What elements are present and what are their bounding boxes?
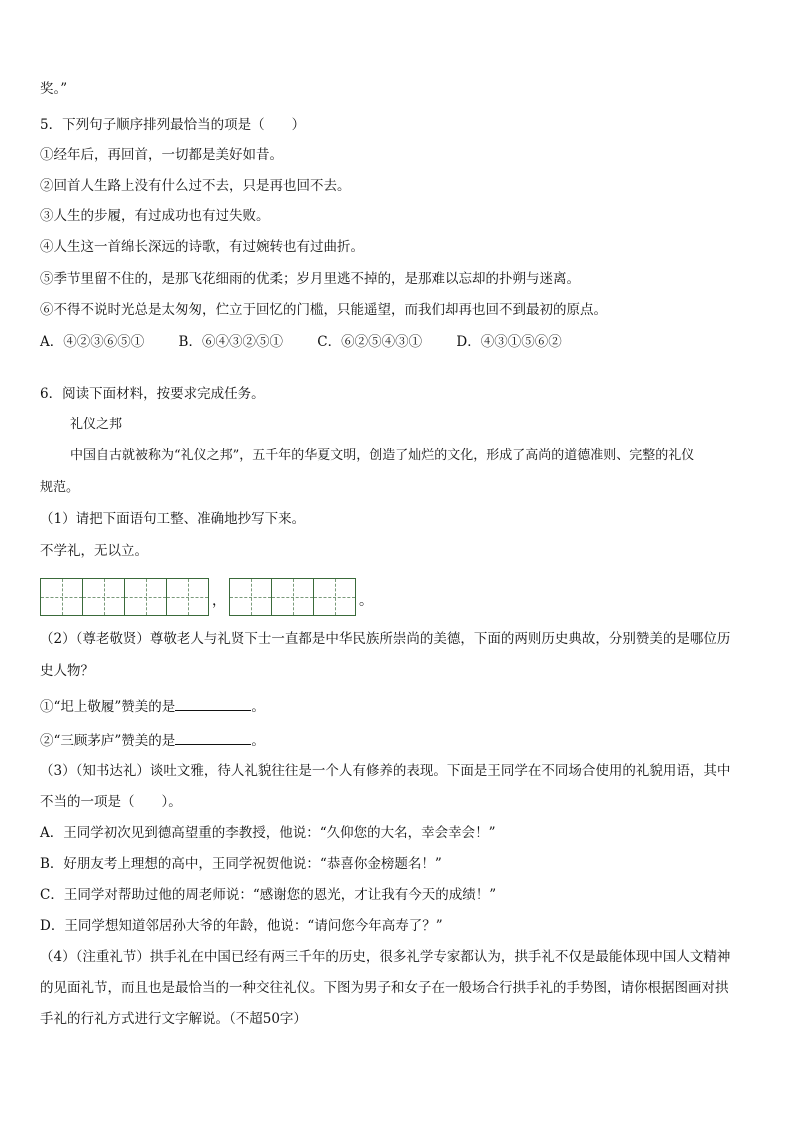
passage-line-2: 规范。 bbox=[40, 480, 80, 495]
copy-text: 不学礼，无以立。 bbox=[40, 543, 148, 559]
grid-cell[interactable] bbox=[41, 578, 83, 616]
fill-item-1 bbox=[40, 696, 265, 716]
answer-blank-2[interactable] bbox=[175, 730, 251, 745]
sentence-1: ①经年后，再回首，一切都是美好如昔。 bbox=[40, 147, 283, 163]
subquestion-2-line-2: 史人物？ bbox=[40, 663, 94, 679]
fill-item-2 bbox=[40, 730, 265, 750]
option-a[interactable]: A．④②③⑥⑤① bbox=[40, 334, 145, 350]
choice-d[interactable]: D．王同学想知道邻居孙大爷的年龄，他说：“请问您今年高寿了？” bbox=[40, 918, 443, 934]
subquestion-4-line-1: （4）（注重礼节）拱手礼在中国已经有两三千年的历史，很多礼学专家都认为，拱手礼不仅是最能体现中国人文精神 bbox=[40, 949, 731, 965]
grid-cell[interactable] bbox=[167, 578, 209, 616]
sentence-2: ②回首人生路上没有什么过不去，只是再也回不去。 bbox=[40, 178, 351, 194]
fill-label-1: ①“圯上敬履”赞美的是 bbox=[40, 699, 176, 715]
choice-b[interactable]: B．好朋友考上理想的高中，王同学祝贺他说：“恭喜你金榜题名！” bbox=[40, 856, 442, 872]
grid-group-1 bbox=[40, 578, 209, 616]
grid-cell[interactable] bbox=[125, 578, 167, 616]
writing-grid bbox=[40, 576, 376, 616]
option-b[interactable]: B．⑥④③②⑤① bbox=[178, 334, 283, 350]
grid-comma: ， bbox=[212, 593, 226, 609]
fill-end-2: 。 bbox=[251, 733, 265, 749]
question-5-stem: 5．下列句子顺序排列最恰当的项是（ ） bbox=[40, 117, 306, 133]
subquestion-1: （1）请把下面语句工整、准确地抄写下来。 bbox=[40, 511, 306, 527]
text-line: 奖。” bbox=[40, 81, 68, 97]
fill-end-1: 。 bbox=[251, 699, 265, 715]
grid-period: 。 bbox=[359, 593, 373, 609]
sentence-3: ③人生的步履，有过成功也有过失败。 bbox=[40, 208, 270, 224]
sentence-6: ⑥不得不说时光总是太匆匆，伫立于回忆的门槛，只能遥望，而我们却再也回不到最初的原点。 bbox=[40, 302, 607, 318]
answer-blank-1[interactable] bbox=[175, 696, 251, 711]
question-6-stem: 6．阅读下面材料，按要求完成任务。 bbox=[40, 386, 265, 402]
passage-line-1: 中国自古就被称为“礼仪之邦”，五千年的华夏文明，创造了灿烂的文化，形成了高尚的道德准则、完整的礼仪 bbox=[70, 448, 695, 463]
subquestion-2-line-1: （2）（尊老敬贤）尊敬老人与礼贤下士一直都是中华民族所崇尚的美德，下面的两则历史典故，分别赞美的是哪位历 bbox=[40, 631, 731, 647]
grid-cell[interactable] bbox=[314, 578, 356, 616]
option-d[interactable]: D．④③①⑤⑥② bbox=[456, 334, 562, 350]
passage-title: 礼仪之邦 bbox=[70, 417, 123, 432]
grid-group-2 bbox=[229, 578, 356, 616]
option-c[interactable]: C．⑥②⑤④③① bbox=[317, 334, 423, 350]
subquestion-3-line-2: 不当的一项是（ ）。 bbox=[40, 794, 182, 810]
subquestion-4-line-3: 手礼的行礼方式进行文字解说。（不超50字） bbox=[40, 1011, 307, 1027]
grid-cell[interactable] bbox=[230, 578, 272, 616]
grid-cell[interactable] bbox=[272, 578, 314, 616]
sentence-5: ⑤季节里留不住的，是那飞花细雨的优柔；岁月里逃不掉的，是那难以忘却的扑朔与迷离。 bbox=[40, 271, 580, 287]
fill-label-2: ②“三顾茅庐”赞美的是 bbox=[40, 733, 176, 749]
choice-a[interactable]: A．王同学初次见到德高望重的李教授，他说：“久仰您的大名，幸会幸会！” bbox=[40, 825, 496, 841]
grid-cell[interactable] bbox=[83, 578, 125, 616]
question-5-options bbox=[40, 333, 760, 351]
subquestion-4-line-2: 的见面礼节，而且也是最恰当的一种交往礼仪。下图为男子和女子在一般场合行拱手礼的手势图，请你根据图画对拱 bbox=[40, 980, 729, 996]
sentence-4: ④人生这一首绵长深远的诗歌，有过婉转也有过曲折。 bbox=[40, 239, 364, 255]
subquestion-3-line-1: （3）（知书达礼）谈吐文雅，待人礼貌往往是一个人有修养的表现。下面是王同学在不同场合使用的礼貌用语，其中 bbox=[40, 763, 731, 779]
choice-c[interactable]: C．王同学对帮助过他的周老师说：“感谢您的恩光，才让我有今天的成绩！” bbox=[40, 887, 497, 903]
